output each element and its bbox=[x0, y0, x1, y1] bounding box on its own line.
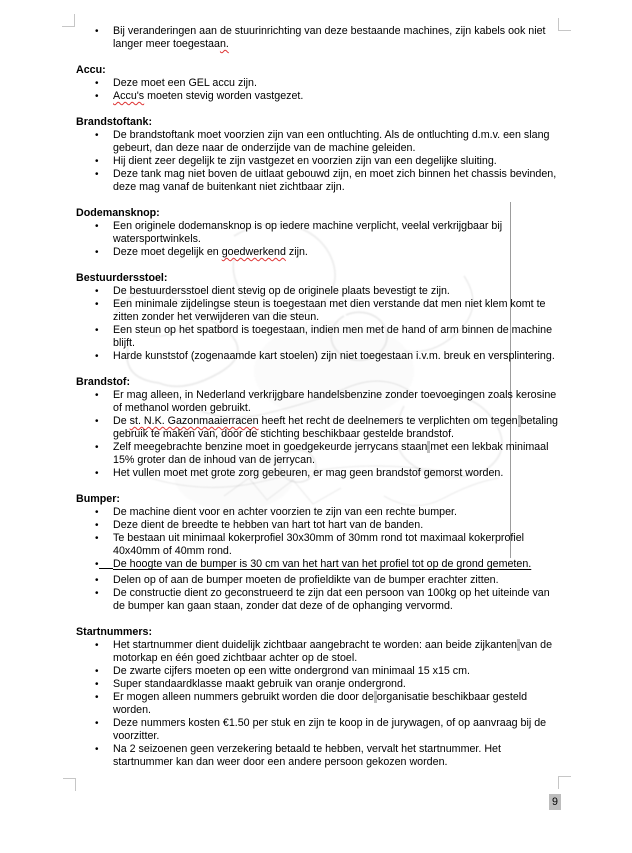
bullet-text: De bestuurdersstoel dient stevig op de originele plaats bevestigt te zijn. bbox=[113, 285, 450, 297]
shaded-space bbox=[427, 441, 430, 453]
section-heading: Dodemansknop: bbox=[76, 207, 160, 219]
spellcheck-squiggle: st. N.K. Gazonmaaierracen bbox=[129, 415, 259, 427]
bullet-text: De hoogte van de bumper is 30 cm van het hart van het profiel tot op de grond gemeten. bbox=[113, 558, 532, 570]
bullet-icon: • bbox=[95, 678, 99, 690]
spellcheck-squiggle: goedwerkend bbox=[221, 246, 286, 258]
bullet-icon: • bbox=[95, 350, 99, 362]
bullet-icon: • bbox=[95, 220, 99, 232]
list-item bbox=[95, 506, 558, 519]
list-item bbox=[95, 441, 558, 467]
bullet-text: Deze moet een GEL accu zijn. bbox=[113, 77, 257, 89]
bullet-icon: • bbox=[95, 506, 99, 518]
bullet-icon: • bbox=[95, 558, 99, 570]
bullet-text: De machine dient voor en achter voorzien te zijn van een rechte bumper. bbox=[113, 506, 457, 518]
bullet-icon: • bbox=[95, 574, 99, 586]
list-item bbox=[95, 90, 558, 103]
section-heading: Bumper: bbox=[76, 493, 120, 505]
list-item bbox=[95, 246, 558, 259]
bullet-text: Accu's moeten stevig worden vastgezet. bbox=[113, 90, 304, 102]
bullet-icon: • bbox=[95, 532, 99, 544]
list-item bbox=[95, 678, 558, 691]
bullet-text: Harde kunststof (zogenaamde kart stoelen) zijn niet toegestaan i.v.m. breuk en versplintering. bbox=[113, 350, 555, 362]
page-number: 9 bbox=[549, 794, 561, 810]
bullet-text: Er mogen alleen nummers gebruikt worden die door de organisatie beschikbaar gesteld worden. bbox=[113, 691, 531, 716]
bullet-list bbox=[76, 25, 558, 51]
bullet-icon: • bbox=[95, 639, 99, 651]
list-item bbox=[95, 587, 558, 613]
bullet-icon: • bbox=[95, 90, 99, 102]
section-heading: Accu: bbox=[76, 64, 106, 76]
section-heading: Startnummers: bbox=[76, 626, 153, 638]
bullet-list bbox=[76, 77, 558, 103]
list-item bbox=[95, 77, 558, 90]
bullet-icon: • bbox=[95, 155, 99, 167]
document-section-startnummers bbox=[76, 626, 632, 769]
list-item bbox=[95, 743, 558, 769]
list-item bbox=[95, 168, 560, 194]
bullet-text: Na 2 seizoenen geen verzekering betaald te hebben, vervalt het startnummer. Het startnummer kan dan weer door een andere persoon gekozen worden. bbox=[113, 743, 504, 768]
section-heading: Brandstof: bbox=[76, 376, 131, 388]
bullet-text: De constructie dient zo geconstrueerd te zijn dat een persoon van 100kg op het uiteinde van de bumper kan gaan staan, zonder dat deze of de ophanging vervormd. bbox=[113, 587, 553, 612]
list-item bbox=[95, 467, 558, 480]
text-boundary-mark-bottom-left bbox=[63, 778, 76, 791]
document-section-bestuurdersstoel bbox=[76, 272, 632, 363]
bullet-text: Het startnummer dient duidelijk zichtbaar aangebracht te worden: aan beide zijkanten van de motorkap en één goed zichtbaar achter op de stoel. bbox=[113, 639, 556, 664]
bullet-icon: • bbox=[95, 246, 99, 258]
document-section-accu bbox=[76, 64, 632, 103]
document-section-bumper bbox=[76, 493, 632, 613]
bullet-text: Een originele dodemansknop is op iedere machine verplicht, veelal verkrijgbaar bij watersportwinkels. bbox=[113, 220, 506, 245]
bullet-list bbox=[76, 285, 558, 363]
bullet-icon: • bbox=[95, 77, 99, 89]
list-item bbox=[95, 285, 558, 298]
bullet-list bbox=[76, 389, 561, 480]
list-item bbox=[95, 298, 558, 324]
bullet-icon: • bbox=[95, 415, 99, 427]
list-item bbox=[95, 129, 558, 155]
text-boundary-mark-bottom-right bbox=[558, 776, 571, 789]
bullet-list bbox=[76, 129, 558, 194]
bullet-text: Deze nummers kosten €1.50 per stuk en zijn te koop in de jurywagen, of op aanvraag bij de voorzitter. bbox=[113, 717, 550, 742]
bullet-icon: • bbox=[95, 743, 99, 755]
bullet-icon: • bbox=[95, 25, 99, 37]
bullet-text: Er mag alleen, in Nederland verkrijgbare handelsbenzine zonder toevoegingen zoals kerosine of methanol worden gebruikt. bbox=[113, 389, 560, 414]
bullet-icon: • bbox=[95, 519, 99, 531]
list-item bbox=[95, 324, 558, 350]
list-item bbox=[95, 639, 558, 665]
spellcheck-squiggle: n. bbox=[219, 38, 229, 50]
list-item bbox=[95, 389, 560, 415]
list-item bbox=[95, 717, 558, 743]
bullet-icon: • bbox=[95, 587, 99, 599]
bullet-list bbox=[76, 506, 558, 613]
list-item bbox=[95, 558, 558, 571]
document-section-dodemansknop bbox=[76, 207, 632, 259]
bullet-text: Zelf meegebrachte benzine moet in goedgekeurde jerrycans staan met een lekbak minimaal 15% groter dan de inhoud van de jerrycan. bbox=[113, 441, 552, 466]
bullet-text: De brandstoftank moet voorzien zijn van een ontluchting. Als de ontluchting d.m.v. een slang gebeurt, dan deze naar de onderzijde van de machine geleiden. bbox=[113, 129, 553, 154]
bullet-list bbox=[76, 220, 558, 259]
list-item bbox=[95, 519, 558, 532]
bullet-icon: • bbox=[95, 129, 99, 141]
list-item bbox=[95, 574, 558, 587]
spellcheck-squiggle: Accu's bbox=[113, 90, 145, 102]
bullet-list bbox=[76, 639, 558, 769]
shaded-space bbox=[374, 691, 377, 703]
shaded-space bbox=[518, 415, 521, 427]
bullet-text: De st. N.K. Gazonmaaierracen heeft het recht de deelnemers te verplichten om tegen betaling gebruik te maken van, door de stichting beschikbaar gestelde brandstof. bbox=[113, 415, 561, 440]
bullet-icon: • bbox=[95, 441, 99, 453]
shaded-space bbox=[517, 639, 520, 651]
list-item bbox=[95, 532, 558, 558]
bullet-text: Super standaardklasse maakt gebruik van oranje ondergrond. bbox=[113, 678, 406, 690]
bullet-icon: • bbox=[95, 717, 99, 729]
bullet-icon: • bbox=[95, 168, 99, 180]
list-item bbox=[95, 691, 558, 717]
list-item bbox=[95, 350, 558, 363]
bullet-text: Deze dient de breedte te hebben van hart tot hart van de banden. bbox=[113, 519, 424, 531]
bullet-text: Het vullen moet met grote zorg gebeuren, er mag geen brandstof gemorst worden. bbox=[113, 467, 504, 479]
list-item bbox=[95, 155, 558, 168]
bullet-icon: • bbox=[95, 691, 99, 703]
list-item bbox=[95, 415, 561, 441]
intro-list-host bbox=[76, 25, 632, 51]
bullet-icon: • bbox=[95, 467, 99, 479]
bullet-text: Te bestaan uit minimaal kokerprofiel 30x30mm of 30mm rond tot maximaal kokerprofiel 40x40mm of 40mm rond. bbox=[113, 532, 528, 557]
bullet-icon: • bbox=[95, 324, 99, 336]
bullet-text: Een steun op het spatbord is toegestaan, indien men met de hand of arm binnen de machine blijft. bbox=[113, 324, 556, 349]
bullet-icon: • bbox=[95, 298, 99, 310]
bullet-icon: • bbox=[95, 285, 99, 297]
bullet-icon: • bbox=[95, 389, 99, 401]
document-section-brandstoftank bbox=[76, 116, 632, 194]
bullet-text: Bij veranderingen aan de stuurinrichting van deze bestaande machines, zijn kabels ook niet langer meer toegestaan. bbox=[113, 25, 549, 50]
sections-host bbox=[76, 64, 632, 769]
bullet-text: Hij dient zeer degelijk te zijn vastgezet en voorzien zijn van een degelijke sluiting. bbox=[113, 155, 497, 167]
list-item bbox=[95, 25, 558, 51]
section-heading: Brandstoftank: bbox=[76, 116, 153, 128]
bullet-icon: • bbox=[95, 665, 99, 677]
list-item bbox=[95, 665, 558, 678]
document-section-brandstof bbox=[76, 376, 632, 480]
bullet-text: De zwarte cijfers moeten op een witte ondergrond van minimaal 15 x15 cm. bbox=[113, 665, 471, 677]
bullet-text: Deze tank mag niet boven de uitlaat gebouwd zijn, en moet zich binnen het chassis bevinden, deze mag vanaf de buitenkant niet zichtbaar zijn. bbox=[113, 168, 560, 193]
list-item bbox=[95, 220, 558, 246]
bullet-text: Een minimale zijdelingse steun is toegestaan met dien verstande dat men niet klem komt te zitten zonder het verwijderen van die steun. bbox=[113, 298, 549, 323]
bullet-text: Deze moet degelijk en goedwerkend zijn. bbox=[113, 246, 308, 258]
bullet-text: Delen op of aan de bumper moeten de profieldikte van de bumper erachter zitten. bbox=[113, 574, 499, 586]
section-heading: Bestuurdersstoel: bbox=[76, 272, 168, 284]
